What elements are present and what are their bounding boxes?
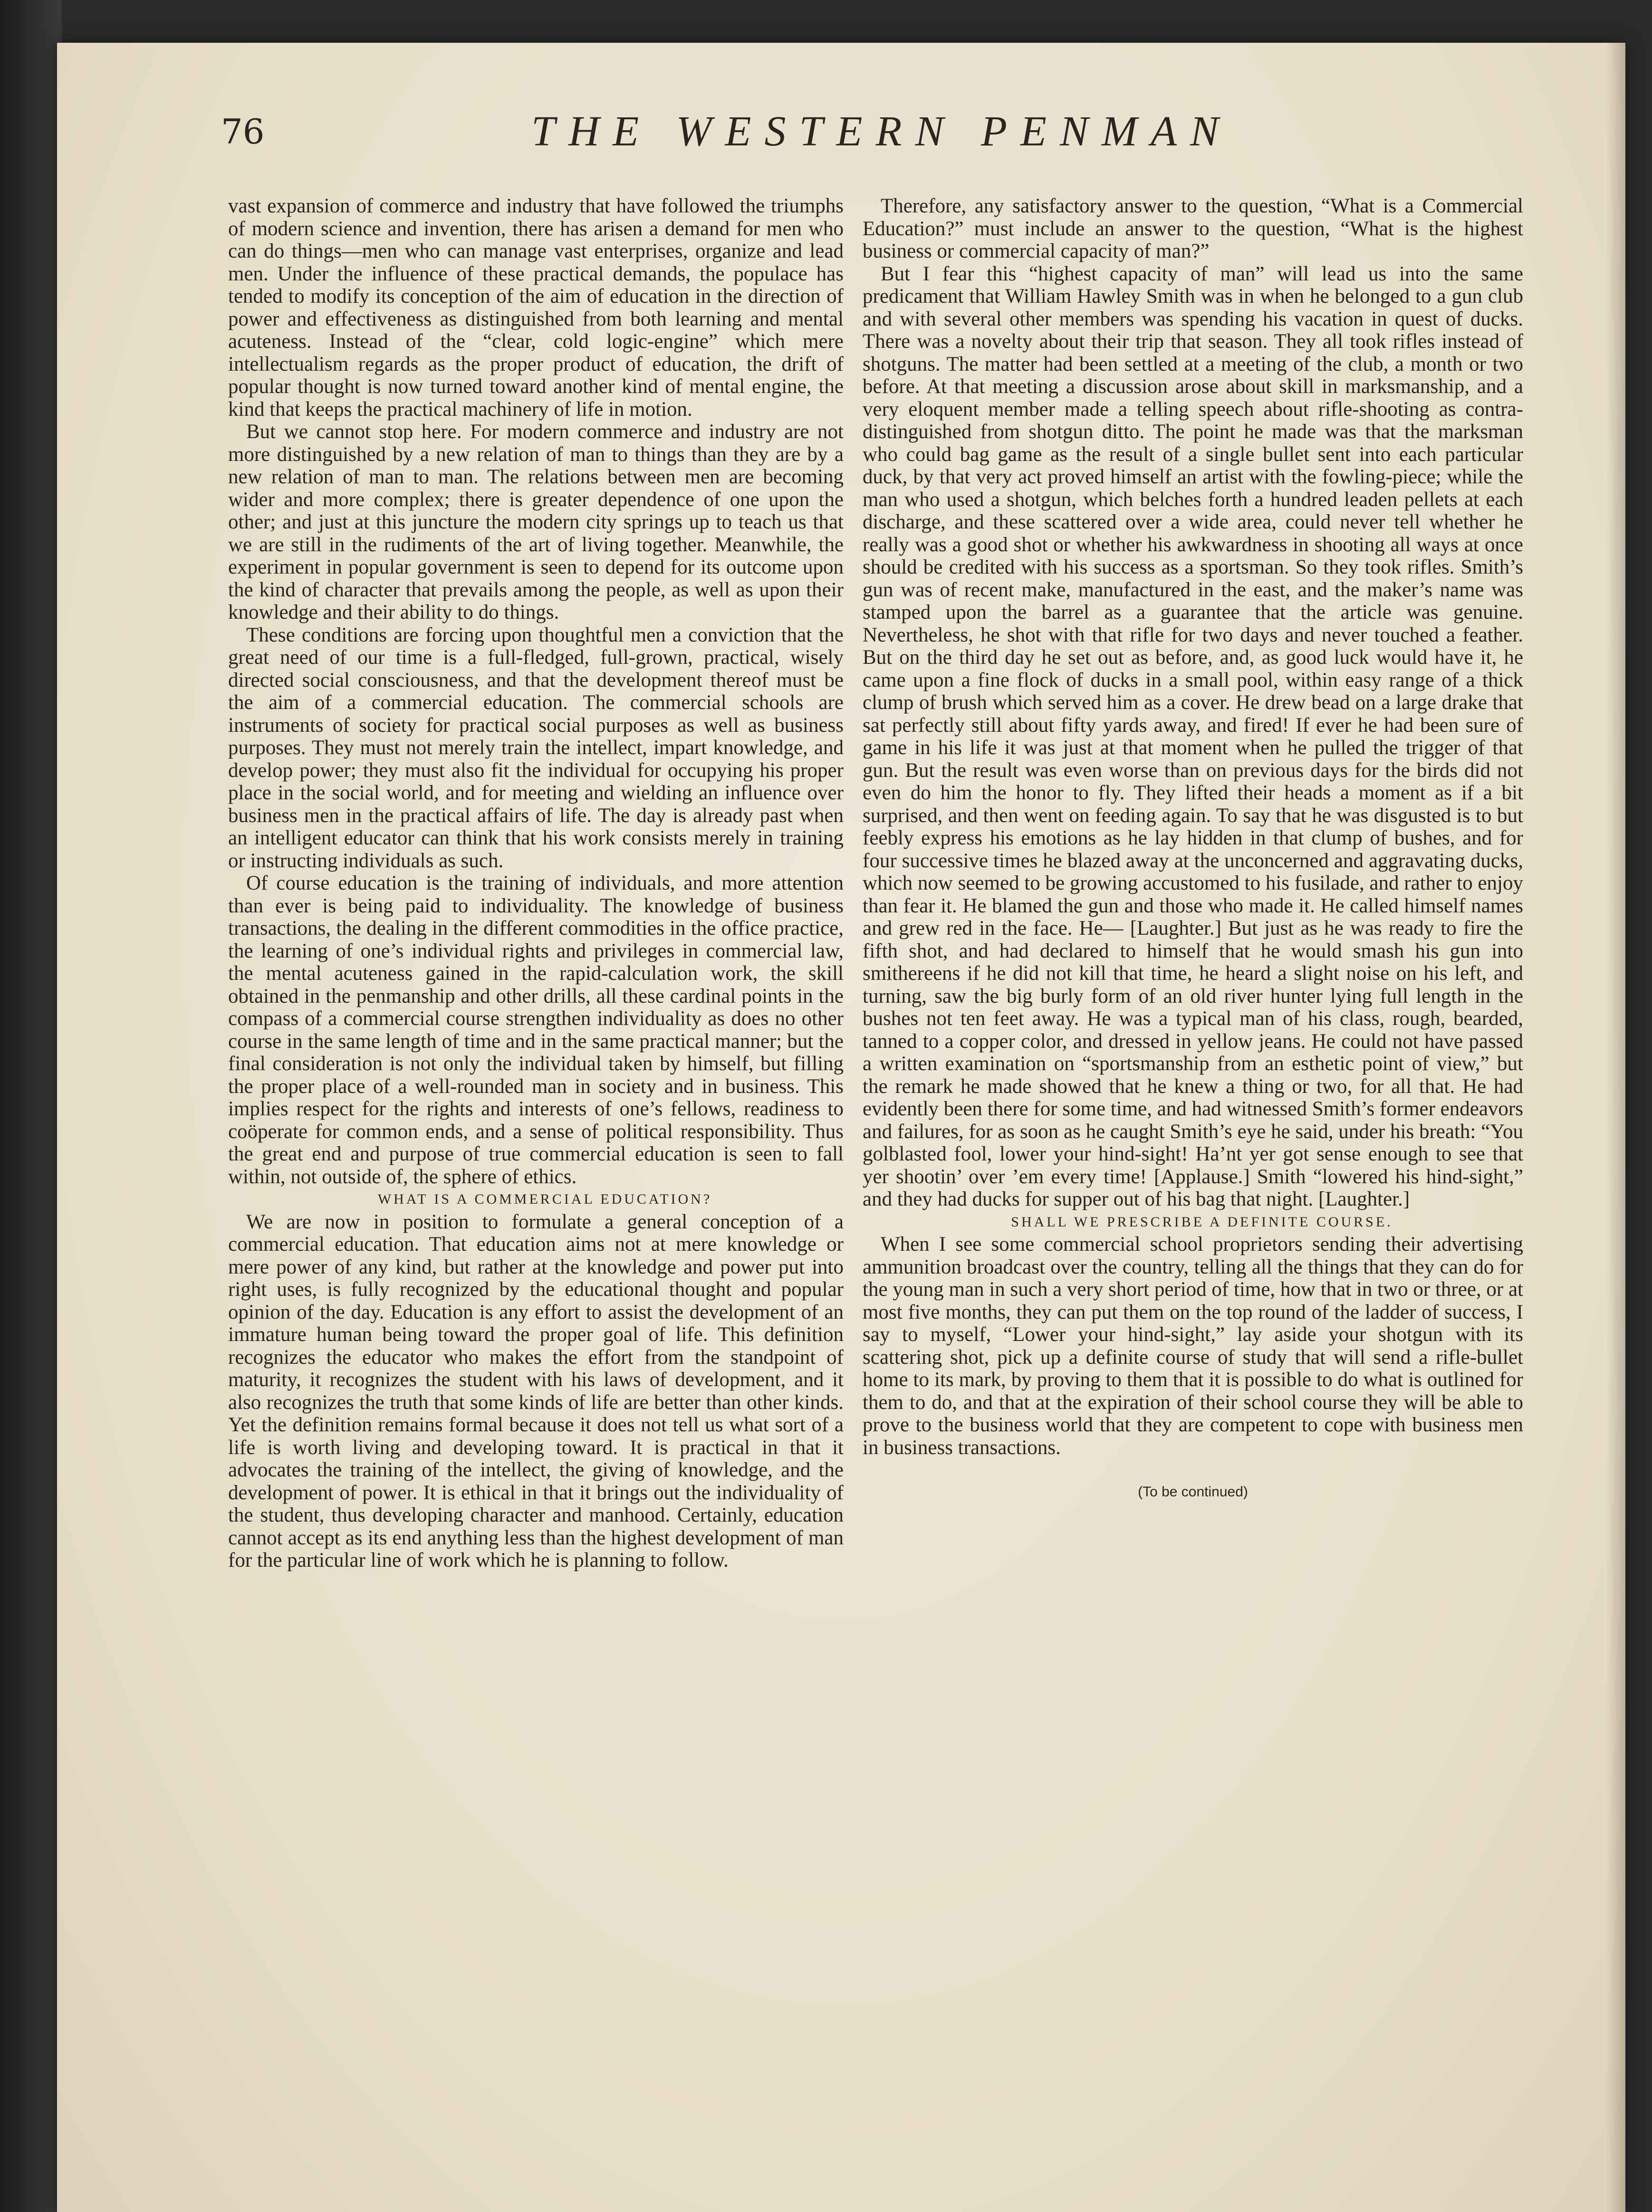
section-heading: WHAT IS A COMMERCIAL EDUCATION? [377,1191,712,1207]
magazine-page [57,43,1625,2212]
paragraph: But I fear this “highest capacity of man” will lead us into the same predicament that William Hawley Smith was in when he belonged to a gun club and with several other members was spending his vacation in quest of ducks. There was a novelty about their trip that season. They all took rifles instead of shotguns. The matter had been settled at a meeting of the club, a month or two before. At that meeting a discussion arose about skill in marksmanship, and a very eloquent member made a telling speech about rifle-shooting as contra-distinguished from shotgun ditto. The point he made was that the marksman who could bag game as the result of a single bullet sent into each particular duck, by that very act proved himself an artist with the fowling-piece; while the man who used a shotgun, which belches forth a hundred leaden pellets at each discharge, and these scattered over a wide area, could never tell whether he really was a good shot or whether his awkwardness in shooting all ways at once should be credited with his success as a sportsman. So they took rifles. Smith’s gun was of recent make, manufactured in the east, and the maker’s name was stamped upon the barrel as a guarantee that the article was genuine. Nevertheless, he shot with that rifle for two days and never touched a feather. But on the third day he set out as before, and, as good luck would have it, he came upon a fine flock of ducks in a small pool, within easy range of a thick clump of brush which served him as a cover. He drew bead on a large drake that sat perfectly still about fifty yards away, and fired! If ever he had been sure of game in his life it was just at that moment when he pulled the trigger of that gun. But the result was even worse than on previous days for the birds did not even do him the honor to fly. They lifted their heads a moment as if a bit surprised, and then went on feeding again. To say that he was disgusted is to but feebly express his emotions as he lay hidden in that clump of bushes, and for four successive times he blazed away at the unconcerned and aggravating ducks, which now seemed to be growing accustomed to his fusilade, and rather to enjoy than fear it. He blamed the gun and those who made it. He called himself names and grew red in the face. He— [Laughter.] But just as he was ready to fire the fifth shot, and had declared to himself that he would smash his gun into smithereens if he did not kill that time, he heard a slight noise on his left, and turning, saw the big burly form of an old river hunter lying full length in the bushes not ten feet away. He was a typical man of his class, rough, bearded, tanned to a copper color, and dressed in yellow jeans. He could not have passed a written examination on “sportsmanship from an esthetic point of view,” but the remark he made showed that he knew a thing or two, for all that. He had evidently been there for some time, and had witnessed Smith’s former endeavors and failures, for as soon as he caught Smith’s eye he said, under his breath: “You golblasted fool, lower your hind-sight! Ha’nt yer got sense enough to see that yer shootin’ over ’em every time! [Applause.] Smith “lowered his hind-sight,” and they had ducks for supper out of his bag that night. [Laughter.] [863,262,1523,1210]
running-title: THE WESTERN PENMAN [531,108,1232,155]
page-header [221,102,1542,173]
page-number: 76 [221,112,265,152]
section-heading: SHALL WE PRESCRIBE A DEFINITE COURSE. [1011,1214,1393,1230]
paragraph: But we cannot stop here. For modern commerce and industry are not more distinguished by a new relation of man to things than they are by a new relation of man to man. The relations between men are becoming wider and more complex; there is greater dependence of one upon the other; and just at this juncture the modern city springs up to teach us that we are still in the rudiments of the art of living together. Meanwhile, the experiment in popular government is seen to depend for its outcome upon the kind of character that prevails among the people, as well as upon their knowledge and their ability to do things. [228,421,844,623]
paragraph: vast expansion of commerce and industry that have followed the triumphs of modern science and invention, there has arisen a demand for men who can do things—men who can manage vast enterprises, organize and lead men. Under the influence of these practical demands, the populace has tended to modify its conception of the aim of education in the direction of power and effectiveness as distinguished from both learning and mental acuteness. Instead of the “clear, cold logic-engine” which mere intellectualism regards as the proper product of education, the drift of popular thought is now turned toward another kind of mental engine, the kind that keeps the practical machinery of life in motion. [228,195,844,421]
paragraph: When I see some commercial school proprietors sending their advertising ammunition broadcast over the country, telling all the things that they can do for the young man in such a very short period of time, how that in two or three, or at most five months, they can put them on the top round of the ladder of success, I say to myself, “Lower your hind-sight,” lay aside your shotgun with its scattering shot, pick up a definite course of study that will send a rifle-bullet home to its mark, by proving to them that it is possible to do what is outlined for them to do, and that at the expiration of their school course they will be able to prove to the business world that they are competent to cope with business men in business transactions. [863,1233,1524,1459]
right-column [863,195,1523,1503]
left-column [228,195,844,1572]
paragraph: We are now in position to formulate a general conception of a commercial education. That education aims not at mere knowledge or mere power of any kind, but rather at the knowledge and power put into right uses, is fully recognized by the educational thought and popular opinion of the day. Education is any effort to assist the development of an immature human being toward the proper goal of life. This definition recognizes the educator who makes the effort from the standpoint of maturity, it recognizes the student with his laws of development, and it also recognizes the truth that some kinds of life are better than other kinds. Yet the definition remains formal because it does not tell us what sort of a life is worth living and developing toward. It is practical in that it advocates the training of the intellect, the giving of knowledge, and the development of power. It is ethical in that it brings out the individuality of the student, thus developing character and manhood. Certainly, education cannot accept as its end anything less than the highest development of man for the particular line of work which he is planning to follow. [228,1210,844,1571]
paragraph: These conditions are forcing upon thoughtful men a conviction that the great need of our time is a full-fledged, full-grown, practical, wisely directed social consciousness, and that the development thereof must be the aim of a commercial education. The commercial schools are instruments of society for practical social purposes as well as business purposes. They must not merely train the intellect, impart knowledge, and develop power; they must also fit the individual for occupying his proper place in the social world, and for meeting and wielding an influence over business men in the practical affairs of life. The day is already past when an intelligent educator can think that his work consists merely in training or instructing individuals as such. [228,623,844,872]
scan-background [0,0,62,2212]
continued-note: (To be continued) [1138,1484,1248,1500]
page-edge-shadow [1606,43,1625,2212]
paragraph: Therefore, any satisfactory answer to the question, “What is a Commercial Education?” must include an answer to the question, “What is the highest business or commercial capacity of man?” [863,195,1523,262]
paragraph: Of course education is the training of individuals, and more attention than ever is being paid to individuality. The knowledge of business transactions, the dealing in the different commodities in the office practice, the learning of one’s individual rights and privileges in commercial law, the mental acuteness gained in the rapid-calculation work, the skill obtained in the penmanship and other drills, all these cardinal points in the compass of a commercial course strengthen individuality as does no other course in the same length of time and in the same practical manner; but the final consideration is not only the individual taken by himself, but filling the proper place of a well-rounded man in society and in business. This implies respect for the rights and interests of one’s fellows, readiness to coöperate for common ends, and a sense of political responsibility. Thus the great end and purpose of true commercial education is seen to fall within, not outside of, the sphere of ethics. [228,872,844,1188]
